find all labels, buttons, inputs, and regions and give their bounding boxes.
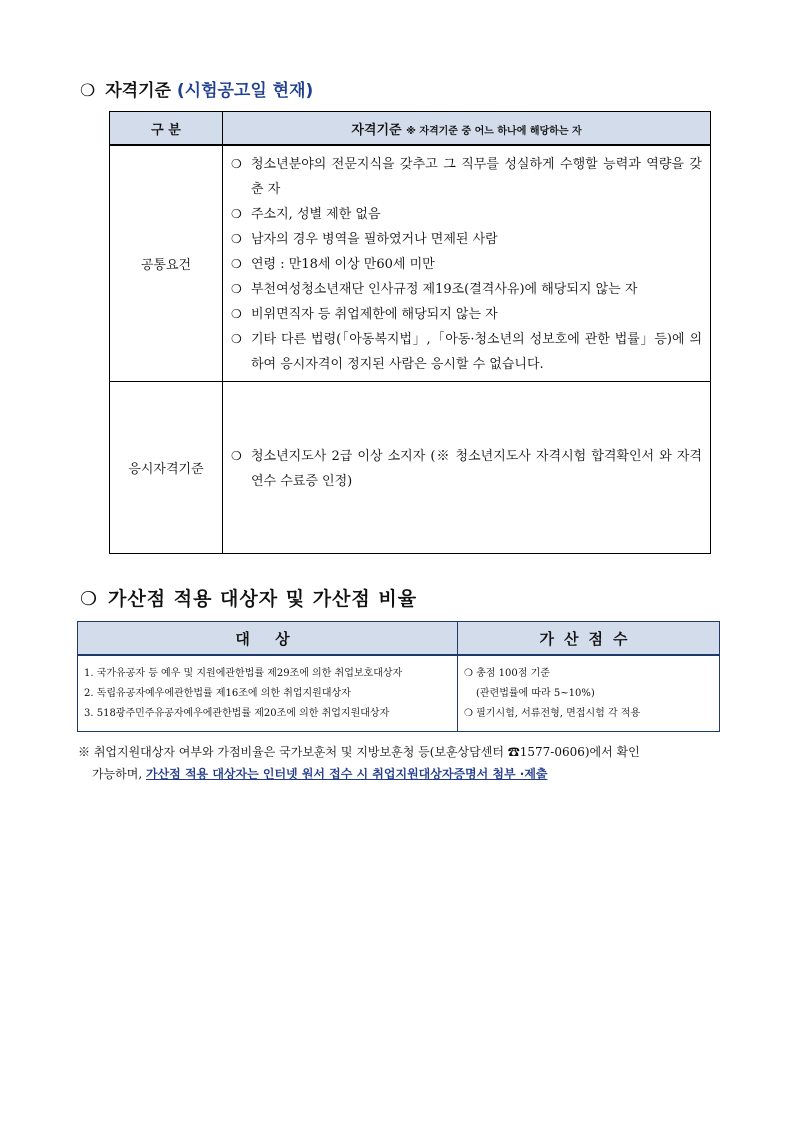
- circle-bullet-icon: ❍: [231, 448, 242, 463]
- footnote-emphasis: 가산점 적용 대상자는 인터넷 원서 접수 시 취업지원대상자증명서 첨부 ·제출: [146, 767, 548, 781]
- list-item: ❍ 필기시험, 서류전형, 면접시험 각 적용: [464, 707, 641, 719]
- table-row: [110, 145, 711, 382]
- section-title-paren: (시험공고일 현재): [176, 81, 314, 101]
- table-header-row: [110, 112, 711, 146]
- header-criteria-label: 자격기준: [351, 122, 402, 138]
- header-criteria: [223, 112, 711, 146]
- table-row: [110, 382, 711, 554]
- list-item: ❍ 기타 다른 법령(「아동복지법」,「아동·청소년의 성보호에 관한 법률」등)에 의하여 응시자격이 정지된 사람은 응시할 수 없습니다.: [231, 327, 702, 377]
- list-item: ❍ 총점 100점 기준: [464, 667, 550, 679]
- circle-bullet-icon: ❍: [231, 207, 242, 221]
- table-header-row: [78, 622, 720, 656]
- circle-bullet-icon: ❍: [80, 588, 99, 610]
- circle-bullet-icon: ❍: [231, 332, 242, 346]
- list-item: ❍ 연령 : 만18세 이상 만60세 미만: [231, 252, 702, 277]
- section-heading-qualification: [80, 76, 313, 101]
- list-item: (관련법률에 따라 5~10%): [476, 687, 595, 699]
- footnote-line: 가능하며, 가산점 적용 대상자는 인터넷 원서 접수 시 취업지원대상자증명서 첨부 ·제출: [92, 767, 548, 781]
- circle-bullet-icon: ❍: [231, 257, 242, 271]
- list-item: ❍ 청소년지도사 2급 이상 소지자 (※ 청소년지도사 자격시험 합격확인서 와 자격연수 수료증 인정): [231, 444, 702, 494]
- qualification-table: [109, 111, 711, 554]
- footnote: [78, 741, 720, 785]
- section-heading-bonus-points: [80, 584, 417, 611]
- list-item: 1. 국가유공자 등 예우 및 지원에관한법률 제29조에 의한 취업보호대상자: [84, 667, 403, 679]
- list-item: 3. 518광주민주유공자예우에관한법률 제20조에 의한 취업지원대상자: [84, 707, 390, 719]
- row-content-eligibility: [223, 382, 711, 554]
- row-content-common: [223, 145, 711, 382]
- header-target: 대 상: [78, 622, 458, 656]
- list-item: ❍ 부천여성청소년재단 인사규정 제19조(결격사유)에 해당되지 않는 자: [231, 277, 702, 302]
- circle-bullet-icon: ❍: [231, 232, 242, 246]
- list-item: ❍ 주소지, 성별 제한 없음: [231, 202, 702, 227]
- table-row: [78, 655, 720, 732]
- circle-bullet-icon: ❍: [231, 307, 242, 321]
- list-item: ❍ 남자의 경우 병역을 필하였거나 면제된 사람: [231, 227, 702, 252]
- circle-bullet-icon: ❍: [231, 157, 242, 171]
- header-points: 가산점수: [458, 622, 720, 656]
- list-item: 2. 독립유공자예우에관한법률 제16조에 의한 취업지원대상자: [84, 687, 351, 699]
- header-category: 구 분: [110, 112, 223, 146]
- list-item: ❍ 청소년분야의 전문지식을 갖추고 그 직무를 성실하게 수행할 능력과 역량을 갖춘 자: [231, 152, 702, 202]
- section-title: 가산점 적용 대상자 및 가산점 비율: [108, 588, 418, 610]
- circle-bullet-icon: ❍: [231, 282, 242, 296]
- list-item: ❍ 비위면직자 등 취업제한에 해당되지 않는 자: [231, 302, 702, 327]
- row-label-common: 공통요건: [110, 145, 223, 382]
- row-label-eligibility: 응시자격기준: [110, 382, 223, 554]
- bonus-points-table: [77, 621, 720, 732]
- section-title: 자격기준: [105, 81, 171, 101]
- footnote-line: ※ 취업지원대상자 여부와 가점비율은 국가보훈처 및 지방보훈청 등(보훈상담센터 ☎1577-0606)에서 확인: [78, 745, 640, 759]
- points-cell: [458, 655, 720, 732]
- circle-bullet-icon: ❍: [80, 81, 96, 101]
- targets-cell: [78, 655, 458, 732]
- header-criteria-note: ※ 자격기준 중 어느 하나에 해당하는 자: [406, 125, 582, 137]
